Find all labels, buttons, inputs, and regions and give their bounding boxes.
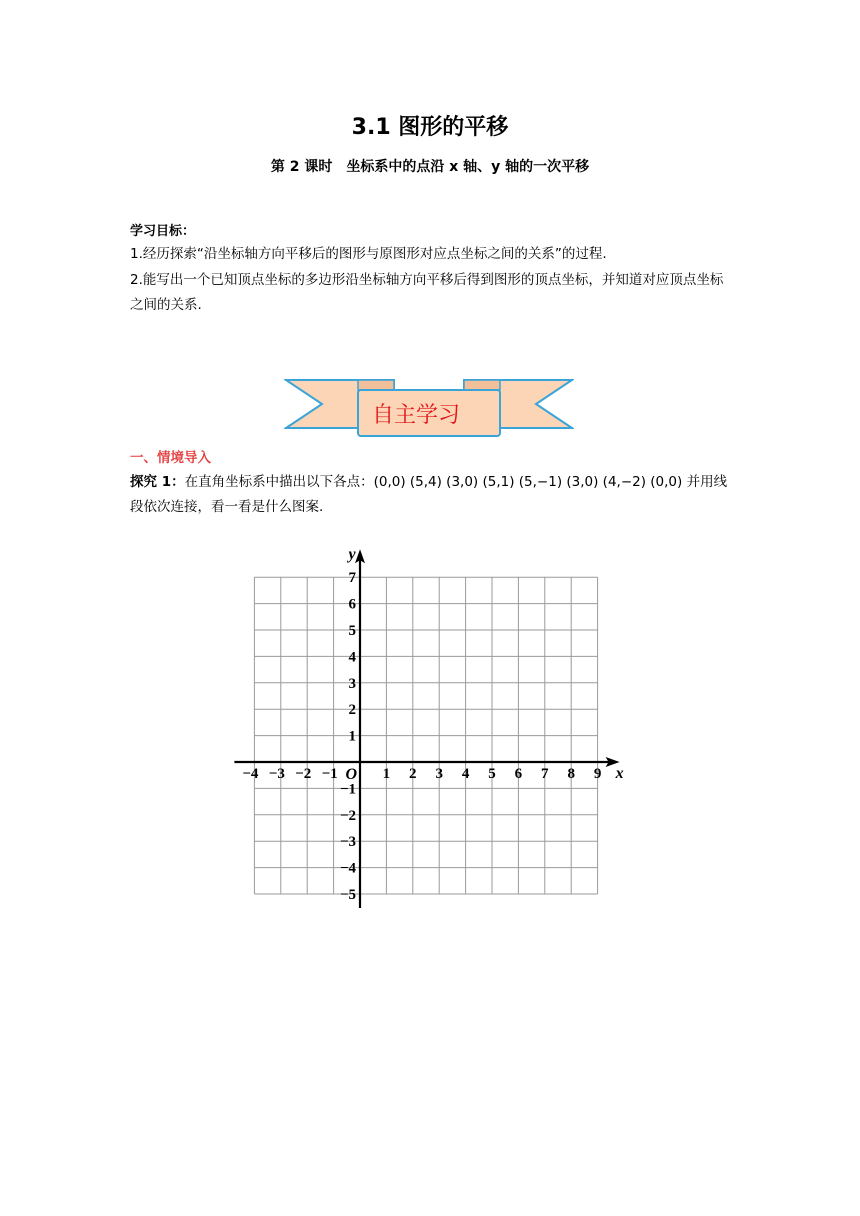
grid-lines bbox=[254, 577, 597, 894]
x-tick-label: 5 bbox=[488, 766, 496, 782]
y-axis-label: y bbox=[348, 546, 356, 564]
y-tick-label: −4 bbox=[339, 860, 356, 877]
x-tick-label: 1 bbox=[382, 766, 391, 782]
y-tick-label: −1 bbox=[339, 781, 356, 798]
y-tick-label: 4 bbox=[348, 649, 356, 666]
x-tick-label: −4 bbox=[242, 766, 259, 782]
x-tick-label: 6 bbox=[514, 766, 523, 782]
y-tick-label: −3 bbox=[339, 834, 356, 851]
coordinate-plane bbox=[226, 542, 636, 912]
x-tick-label: 7 bbox=[541, 766, 549, 782]
page-title: 3.1 图形的平移 bbox=[351, 115, 509, 140]
y-tick-label: −5 bbox=[339, 887, 356, 903]
origin-label: O bbox=[345, 766, 357, 783]
explore-label: 探究 1： bbox=[130, 474, 185, 490]
tick-labels bbox=[242, 546, 623, 903]
y-tick-label: 2 bbox=[348, 702, 356, 719]
explore-1 bbox=[130, 470, 735, 520]
x-tick-label: −3 bbox=[268, 766, 285, 782]
banner-text: 自主学习 bbox=[371, 403, 461, 428]
x-tick-label: 2 bbox=[409, 766, 417, 782]
y-tick-label: 7 bbox=[348, 570, 356, 587]
x-tick-label: 4 bbox=[461, 766, 470, 782]
x-tick-label: 8 bbox=[567, 766, 575, 782]
x-tick-label: 3 bbox=[435, 766, 443, 782]
y-tick-label: 3 bbox=[348, 675, 356, 692]
learning-goals-label: 学习目标： bbox=[130, 224, 196, 239]
learning-goal-2: 2.能写出一个已知顶点坐标的多边形沿坐标轴方向平移后得到图形的顶点坐标，并知道对应顶点坐标之间的关系. bbox=[130, 272, 724, 313]
x-tick-label: −1 bbox=[321, 766, 338, 782]
x-tick-label: −2 bbox=[295, 766, 312, 782]
y-tick-label: 1 bbox=[348, 728, 356, 745]
y-tick-label: 6 bbox=[348, 596, 356, 613]
y-tick-label: 5 bbox=[348, 623, 356, 639]
explore-text: 在直角坐标系中描出以下各点：(0,0) (5,4) (3,0) (5,1) (5,−1) (3,0) (4,−2) (0,0) 并用线段依次连接，看一看是什么图案. bbox=[130, 474, 728, 515]
axes bbox=[234, 549, 619, 908]
learning-goal-1: 1.经历探索“沿坐标轴方向平移后的图形与原图形对应点坐标之间的关系”的过程. bbox=[130, 246, 607, 262]
x-tick-label: 9 bbox=[593, 766, 602, 782]
lesson-subtitle: 第 2 课时 坐标系中的点沿 x 轴、y 轴的一次平移 bbox=[270, 159, 590, 175]
y-tick-label: −2 bbox=[339, 807, 356, 824]
section-heading: 一、情境导入 bbox=[130, 450, 211, 466]
x-axis-label: x bbox=[615, 765, 624, 782]
self-study-banner bbox=[284, 376, 574, 440]
